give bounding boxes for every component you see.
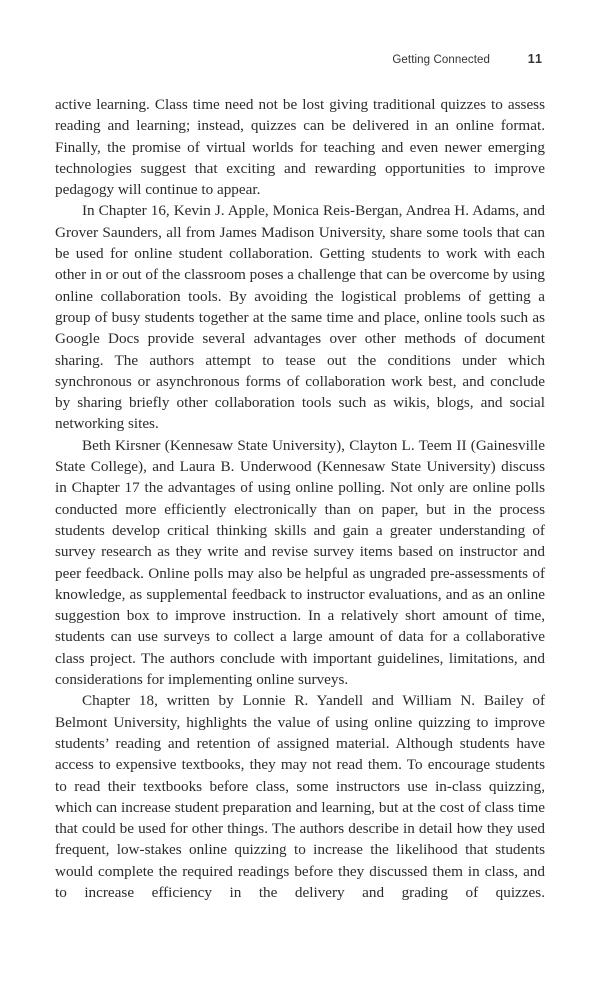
page-number: 11: [527, 52, 543, 66]
running-head: [0, 52, 603, 70]
paragraph-chapter-16: In Chapter 16, Kevin J. Apple, Monica Reis-Bergan, Andrea H. Adams, and Grover Saunders, all from James Madison University, share some tools that can be used for online student collaboration. Getting students to work with each other in or out of the classroom poses a challenge that can be overcome by using online collaboration tools. By avoiding the logistical problems of getting a group of busy students together at the same time and place, online tools such as Google Docs provide several advantages over other methods of document sharing. The authors attempt to tease out the conditions under which synchronous or asynchronous forms of collaboration work best, and conclude by sharing briefly other collaboration tools such as wikis, blogs, and social networking sites.: [55, 202, 545, 433]
body-text: [55, 94, 545, 903]
paragraph-chapter-17: Beth Kirsner (Kennesaw State University), Clayton L. Teem II (Gainesville State College), and Laura B. Underwood (Kennesaw State University) discuss in Chapter 17 the advantages of using online polling. Not only are online polls conducted more efficiently electronically than on paper, but in the process students develop critical thinking skills and gain a greater understanding of survey research as they write and revise survey items based on instructor and peer feedback. Online polls may also be helpful as ungraded pre-assessments of knowledge, as supplemental feedback to instructor evaluations, and as an online suggestion box to improve instruction. In a relatively short amount of time, students can use surveys to collect a large amount of data for a collaborative class project. The authors conclude with important guidelines, limitations, and considerations for implementing online surveys.: [55, 436, 545, 689]
paragraph-continuation: active learning. Class time need not be lost giving traditional quizzes to assess reading and learning; instead, quizzes can be delivered in an online format. Finally, the promise of virtual worlds for teaching and even newer emerging technologies suggest that exciting and rewarding opportunities to improve pedagogy will continue to appear.: [55, 96, 545, 199]
running-head-title: Getting Connected: [392, 54, 490, 66]
paragraph-chapter-18: Chapter 18, written by Lonnie R. Yandell and William N. Bailey of Belmont University, highlights the value of using online quizzing to improve students’ reading and retention of assigned material. Although students have access to expensive textbooks, they may not read them. To encourage students to read their textbooks before class, some instructors use in-class quizzing, which can increase student preparation and learning, but at the cost of class time that could be used for other things. The authors describe in detail how they used frequent, low-stakes online quizzing to increase the likelihood that students would complete the required readings before they discussed them in class, and to increase efficiency in the delivery and grading of quizzes.: [55, 692, 545, 901]
